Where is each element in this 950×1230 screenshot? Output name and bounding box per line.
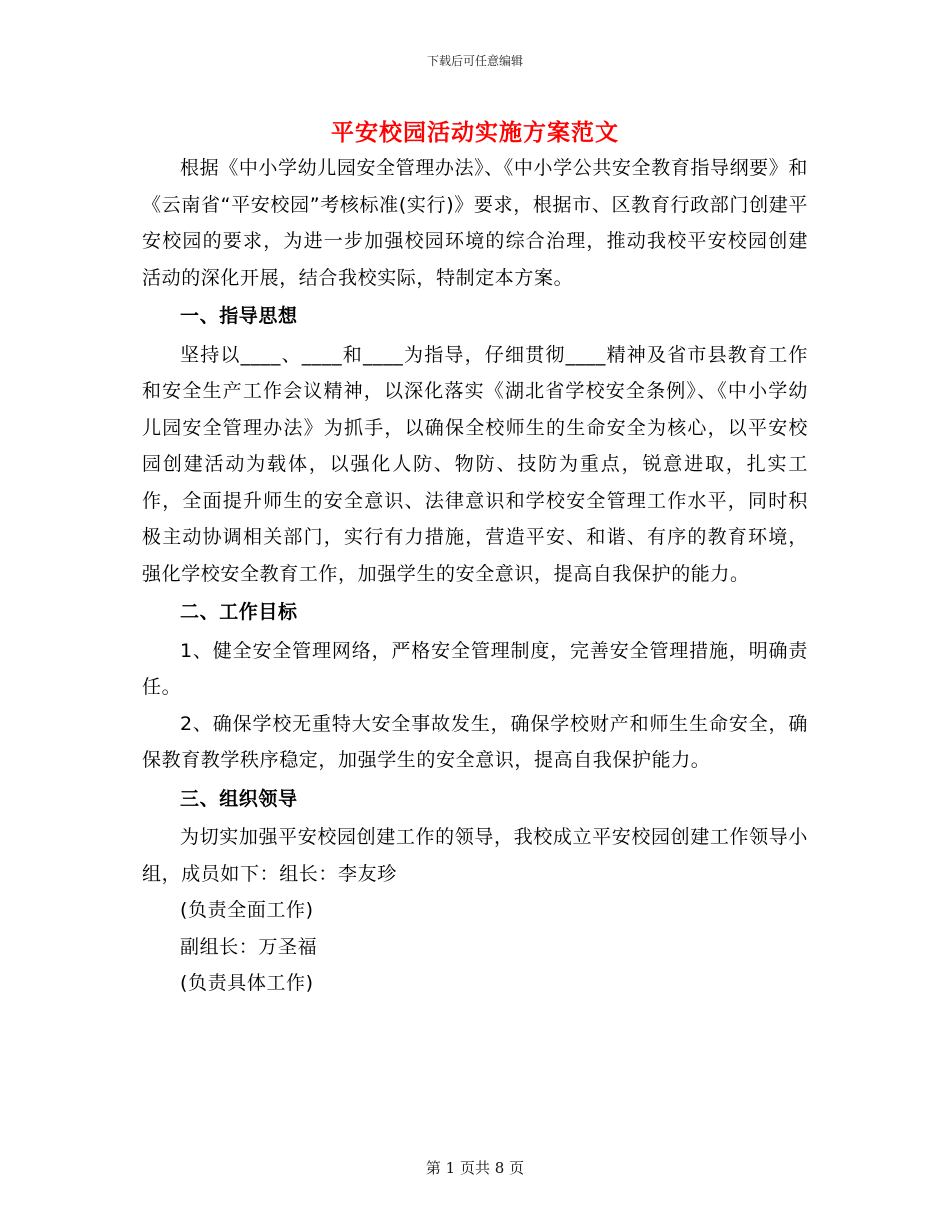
- page-footer-number: 第 1 页共 8 页: [425, 1159, 525, 1177]
- section-paragraph: 坚持以____、____和____为指导，仔细贯彻____精神及省市县教育工作和安全生产工作会议精神，以深化落实《湖北省学校安全条例》、《中小学幼儿园安全管理办法》为抓手，以确保全校师生的生命安全为核心，以平安校园创建活动为载体，以强化人防、物防、技防为重点，锐意进取，扎实工作，全面提升师生的安全意识、法律意识和学校安全管理工作水平，同时积极主动协调相关部门，实行有力措施，营造平安、和谐、有序的教育环境，强化学校安全教育工作，加强学生的安全意识，提高自我保护的能力。: [142, 343, 808, 585]
- leader-line: (负责全面工作): [180, 899, 314, 921]
- section-heading-work-goals: 二、工作目标: [180, 601, 298, 623]
- document-body: [142, 150, 808, 1002]
- leader-line: 副组长：万圣福: [180, 935, 318, 958]
- section-paragraph: 为切实加强平安校园创建工作的领导，我校成立平安校园创建工作领导小组，成员如下：组长：李友珍: [142, 826, 808, 885]
- section-paragraph: 2、确保学校无重特大安全事故发生，确保学校财产和师生生命安全，确保教育教学秩序稳定，加强学生的安全意识，提高自我保护能力。: [142, 712, 808, 771]
- section-heading-guiding-ideology: 一、指导思想: [180, 305, 298, 327]
- section-paragraph: 1、健全安全管理网络，严格安全管理制度，完善安全管理措施，明确责任。: [142, 639, 808, 698]
- section-heading-organization: 三、组织领导: [180, 787, 298, 810]
- intro-paragraph: 根据《中小学幼儿园安全管理办法》、《中小学公共安全教育指导纲要》和《云南省“平安校园”考核标准(实行)》要求，根据市、区教育行政部门创建平安校园的要求，为进一步加强校园环境的综合治理，推动我校平安校园创建活动的深化开展，结合我校实际，特制定本方案。: [142, 157, 808, 289]
- page-header-note: 下载后可任意编辑: [426, 54, 523, 68]
- document-title: 平安校园活动实施方案范文: [331, 120, 619, 146]
- leader-line: (负责具体工作): [180, 972, 314, 994]
